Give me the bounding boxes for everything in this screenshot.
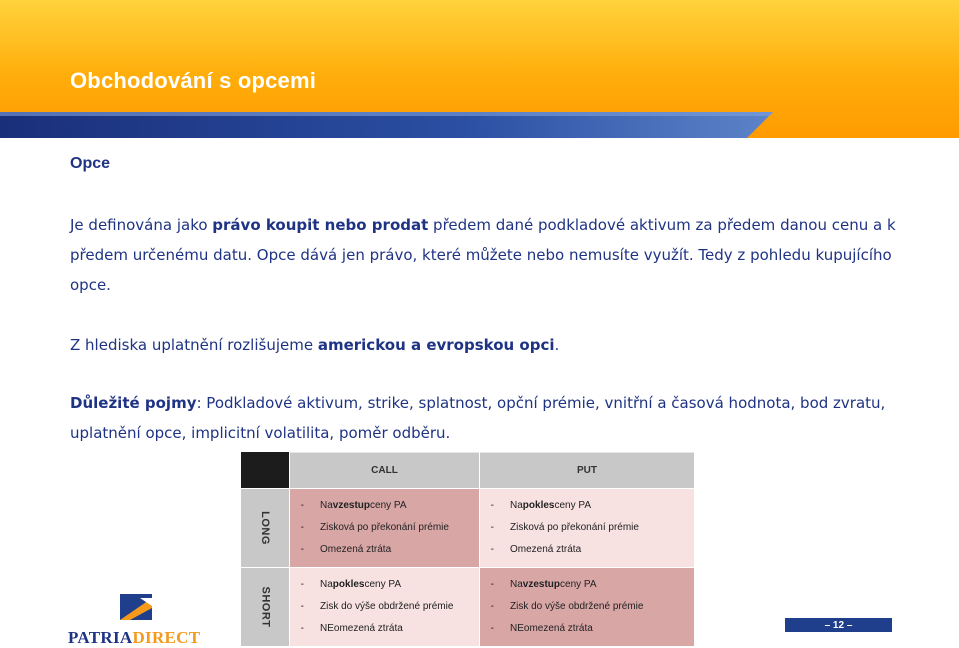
matrix-header-call: CALL (290, 452, 479, 488)
cell-line (480, 595, 694, 617)
text: Na (510, 578, 523, 590)
text: ceny PA (560, 578, 597, 590)
matrix-header-put: PUT (480, 452, 694, 488)
cell-line (480, 494, 694, 516)
text: NEomezená ztráta (510, 622, 593, 634)
paragraph-terms (70, 388, 910, 448)
matrix-row-short (241, 568, 289, 646)
text: Omezená ztráta (320, 543, 392, 555)
logo-wordmark (68, 628, 200, 648)
text: Zisk do výše obdržené prémie (320, 600, 454, 612)
dash: - (490, 578, 494, 590)
dash: - (490, 622, 494, 634)
cell-line (290, 617, 479, 639)
section-heading: Opce (70, 155, 111, 172)
cell-line (480, 573, 694, 595)
dash: - (300, 578, 304, 590)
dash: - (490, 499, 494, 511)
cell-line (480, 538, 694, 560)
page-number: – 12 – (785, 618, 892, 632)
slide-title: Obchodování s opcemi (70, 68, 317, 93)
options-matrix (241, 452, 694, 646)
bold-text: pokles (522, 499, 555, 511)
text: ceny PA (364, 578, 401, 590)
dash: - (490, 600, 494, 612)
text: NEomezená ztráta (320, 622, 403, 634)
logo-arrow-icon (120, 594, 152, 620)
bold-text: americkou a evropskou opci (317, 336, 555, 354)
cell-line (290, 516, 479, 538)
cell-line (290, 494, 479, 516)
logo-text-patria: PATRIA (68, 628, 133, 647)
dash: - (300, 600, 304, 612)
cell-short-call (290, 568, 479, 646)
bold-text: Důležité pojmy (70, 394, 197, 412)
text: Zisková po překonání prémie (510, 521, 639, 533)
dash: - (300, 521, 304, 533)
dash: - (300, 499, 304, 511)
text: . (554, 336, 560, 354)
dash: - (300, 543, 304, 555)
cell-line (290, 573, 479, 595)
text: Na (320, 578, 333, 590)
dash: - (490, 521, 494, 533)
row-label: LONG (259, 511, 271, 545)
text: předem dané podkladové aktivum za předem danou cenu a k předem určenému datu. Opce dává jen právo, které můžete nebo nemusíte využít. Tedy z pohledu kupujícího opce. (70, 216, 896, 294)
text: : Podkladové aktivum, strike, splatnost, opční prémie, vnitřní a časová hodnota, bod zvratu, uplatnění opce, implicitní volatilita, poměr odběru. (70, 394, 886, 442)
cell-line (290, 595, 479, 617)
bold-text: právo koupit nebo prodat (212, 216, 429, 234)
matrix-row-long (241, 489, 289, 567)
paragraph-definition (70, 210, 910, 300)
text: ceny PA (554, 499, 591, 511)
dash: - (490, 543, 494, 555)
text: Na (320, 499, 333, 511)
row-label: SHORT (259, 586, 271, 628)
cell-line (290, 538, 479, 560)
text: Zisk do výše obdržené prémie (510, 600, 644, 612)
text: Zisková po překonání prémie (320, 521, 449, 533)
cell-line (480, 516, 694, 538)
dash: - (300, 622, 304, 634)
cell-long-put (480, 489, 694, 567)
matrix-corner (241, 452, 289, 488)
bold-text: pokles (332, 578, 365, 590)
cell-long-call (290, 489, 479, 567)
cell-short-put (480, 568, 694, 646)
logo-text-direct: DIRECT (132, 628, 201, 647)
bold-text: vzestup (332, 499, 371, 511)
text: ceny PA (370, 499, 407, 511)
text: Omezená ztráta (510, 543, 582, 555)
text: Z hlediska uplatnění rozlišujeme (70, 336, 318, 354)
cell-line (480, 617, 694, 639)
text: Na (510, 499, 523, 511)
bold-text: vzestup (522, 578, 561, 590)
patria-direct-logo (68, 592, 208, 648)
paragraph-types (70, 330, 910, 360)
text: Je definována jako (70, 216, 213, 234)
